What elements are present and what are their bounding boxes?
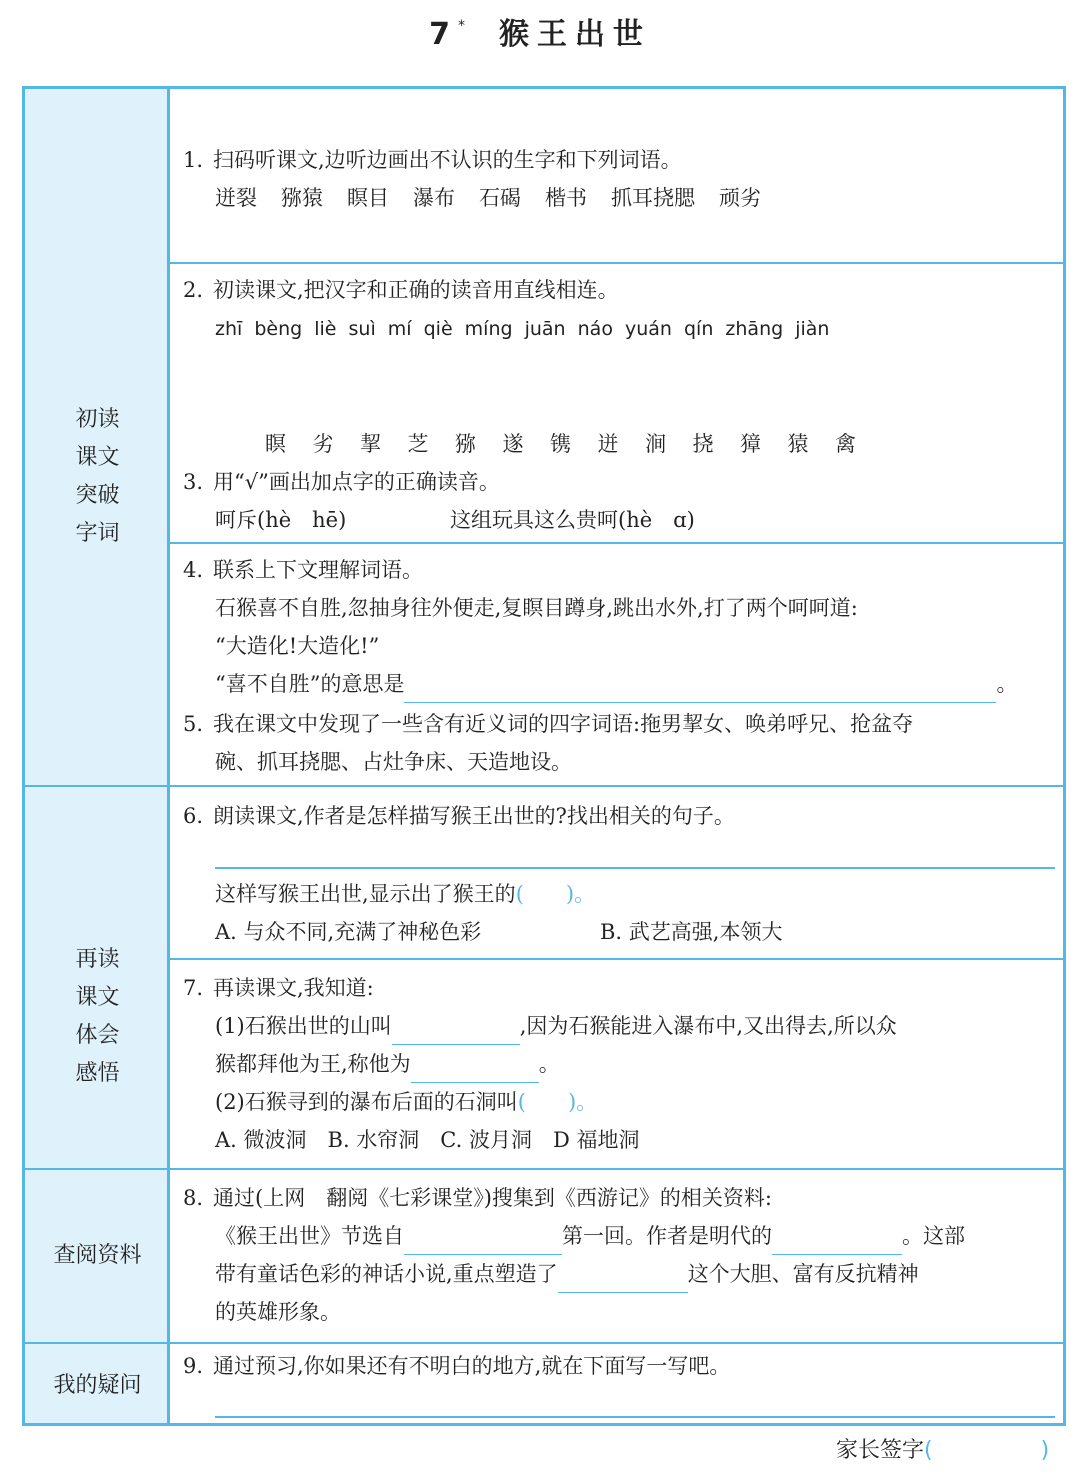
q1-word-list [215, 179, 785, 217]
q8-number: 8. [183, 1186, 204, 1210]
question-4 [183, 551, 423, 589]
q8-l2-text2: 第一回。作者是明代的 [562, 1224, 772, 1248]
q5-number: 5. [183, 712, 204, 736]
lesson-mark: * [457, 18, 465, 34]
question-2 [183, 271, 619, 309]
q4-passage-line2: “大造化!大造化!” [215, 634, 380, 658]
hanzi-item: 猕 [455, 432, 476, 456]
q6-answer-line[interactable] [215, 867, 1055, 869]
q7-part1-line2 [215, 1045, 560, 1083]
hanzi-item: 遂 [502, 432, 524, 456]
q8-line3 [215, 1255, 919, 1293]
q9-answer-line[interactable] [215, 1416, 1055, 1418]
section-label-first-read: 初读课文突破字词 [75, 407, 120, 546]
q9-text: 通过预习,你如果还有不明白的地方,就在下面写一写吧。 [213, 1354, 731, 1378]
q9-number: 9. [183, 1354, 204, 1378]
question-3 [183, 463, 500, 501]
question-1 [183, 141, 682, 179]
signature-open: ( [924, 1438, 933, 1463]
q8-l3-text: 带有童话色彩的神话小说,重点塑造了 [215, 1262, 558, 1286]
word-item: 迸裂 [215, 186, 257, 210]
section-label-reread: 再读课文体会感悟 [75, 947, 120, 1086]
q8-l2-text3: 。这部 [902, 1224, 965, 1248]
question-5 [183, 705, 913, 743]
q6-choice-blank[interactable]: ( )。 [515, 882, 596, 906]
q5-line1: 我在课文中发现了一些含有近义词的四字词语:拖男挈女、唤弟呼兄、抢盆夺 [213, 712, 914, 736]
hanzi-item: 涧 [645, 432, 666, 456]
worksheet-table [22, 86, 1066, 1426]
q7-text: 再读课文,我知道: [213, 976, 374, 1000]
question-7 [183, 969, 374, 1007]
q2-text: 初读课文,把汉字和正确的读音用直线相连。 [213, 278, 619, 302]
question-6 [183, 797, 735, 835]
divider-q1 [170, 262, 1063, 266]
parent-signature [836, 1434, 1049, 1468]
page-title [0, 0, 1080, 56]
q4-end: 。 [996, 672, 1018, 696]
signature-label: 家长签字 [836, 1438, 925, 1463]
q2-number: 2. [183, 278, 204, 302]
q7-p1-end: 。 [538, 1052, 560, 1076]
q7-p1-text2: ,因为石猴能进入瀑布中,又出得去,所以众 [519, 1014, 897, 1038]
q8-line2 [215, 1217, 965, 1255]
hanzi-item: 镌 [550, 432, 571, 456]
q1-number: 1. [183, 148, 204, 172]
q3-text: 用“√”画出加点字的正确读音。 [213, 470, 500, 494]
q2-pinyin-row: zhī bèng liè suì mí qiè míng juān náo yuán qín zhāng jiàn [215, 318, 830, 340]
q2-hanzi-row [265, 425, 883, 463]
q7-options[interactable]: A. 微波洞 B. 水帘洞 C. 波月洞 D 福地洞 [215, 1128, 640, 1152]
hanzi-item: 劣 [312, 432, 334, 456]
hanzi-item: 挠 [692, 432, 714, 456]
q7-number: 7. [183, 976, 204, 1000]
word-item: 猕猿 [281, 186, 323, 210]
hanzi-item: 猿 [787, 432, 809, 456]
source-book-blank[interactable] [404, 1230, 562, 1255]
q6-choice-row [215, 875, 595, 913]
word-item: 石碣 [479, 186, 521, 210]
q8-line1: 通过(上网 翻阅《七彩课堂》)搜集到《西游记》的相关资料: [213, 1186, 772, 1210]
q1-text: 扫码听课文,边听边画出不认识的生字和下列词语。 [213, 148, 682, 172]
question-9 [183, 1347, 730, 1385]
word-item: 楷书 [545, 186, 587, 210]
q7-choice-blank[interactable]: ( )。 [517, 1090, 598, 1114]
q6-option-a[interactable]: A. 与众不同,充满了神秘色彩 [215, 920, 482, 944]
q3-number: 3. [183, 470, 204, 494]
hanzi-item: 迸 [597, 432, 619, 456]
q4-number: 4. [183, 558, 204, 582]
q7-part1-line1 [215, 1007, 897, 1045]
hanzi-item: 瞑 [265, 432, 286, 456]
signature-close: ) [1040, 1438, 1050, 1463]
king-title-blank[interactable] [411, 1058, 539, 1083]
word-item: 瀑布 [413, 186, 455, 210]
q6-number: 6. [183, 804, 204, 828]
hanzi-item: 芝 [407, 432, 429, 456]
q3-option-a[interactable]: 呵斥(hè hē) [215, 508, 347, 532]
section-label-research: 查阅资料 [53, 1243, 142, 1268]
q5-line2: 碗、抓耳挠腮、占灶争床、天造地设。 [215, 750, 572, 774]
word-item: 瞑目 [347, 186, 389, 210]
word-item: 顽劣 [719, 186, 761, 210]
q8-l2-text: 《猴王出世》节选自 [215, 1224, 404, 1248]
q4-passage-line1: 石猴喜不自胜,忽抽身往外便走,复瞑目蹲身,跳出水外,打了两个呵呵道: [215, 596, 858, 620]
q7-part2 [215, 1083, 597, 1121]
q7-p1-text3: 猴都拜他为王,称他为 [215, 1052, 411, 1076]
q4-prompt: “喜不自胜”的意思是 [215, 672, 405, 696]
q4-answer-row [215, 665, 1017, 703]
section-column [25, 89, 170, 1423]
q6-text: 朗读课文,作者是怎样描写猴王出世的?找出相关的句子。 [213, 804, 735, 828]
hanzi-item: 挈 [360, 432, 381, 456]
q4-text: 联系上下文理解词语。 [213, 558, 423, 582]
q3-option-b[interactable]: 这组玩具这么贵呵(hè ɑ) [450, 508, 695, 532]
divider-section2 [25, 1168, 1063, 1170]
q7-p1-text: (1)石猴出世的山叫 [215, 1014, 392, 1038]
hanzi-item: 禽 [835, 432, 856, 456]
q4-answer-blank[interactable] [404, 678, 996, 703]
word-item: 抓耳挠腮 [611, 186, 695, 210]
hanzi-item: 獐 [740, 432, 761, 456]
q7-p2-text: (2)石猴寻到的瀑布后面的石洞叫 [215, 1090, 518, 1114]
q6-prompt: 这样写猴王出世,显示出了猴王的 [215, 882, 516, 906]
divider-section3 [25, 1342, 1063, 1344]
divider-q6 [170, 958, 1063, 960]
section-label-questions: 我的疑问 [53, 1373, 142, 1398]
q8-line4: 的英雄形象。 [215, 1300, 341, 1324]
divider-section1 [25, 785, 1063, 787]
hero-name-blank[interactable] [558, 1268, 688, 1293]
question-8 [183, 1179, 772, 1217]
lesson-title: 猴王出世 [498, 17, 651, 52]
mountain-name-blank[interactable] [392, 1020, 520, 1045]
divider-q3 [170, 542, 1063, 544]
author-blank[interactable] [772, 1230, 902, 1255]
q6-option-b[interactable]: B. 武艺高强,本领大 [600, 920, 783, 944]
q8-l3-text2: 这个大胆、富有反抗精神 [687, 1262, 919, 1286]
lesson-number: 7 [429, 17, 458, 52]
